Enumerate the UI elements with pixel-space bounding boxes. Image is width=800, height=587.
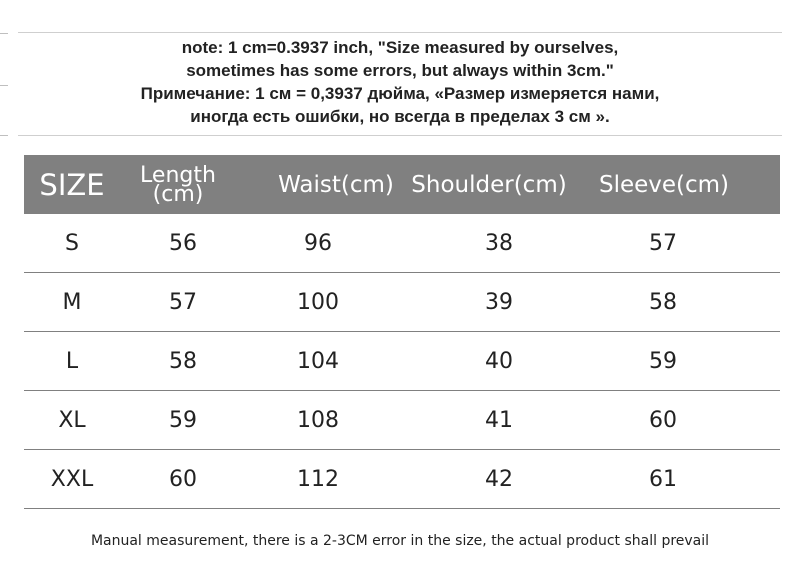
note-line-4: иногда есть ошибки, но всегда в пределах 3 см ». (190, 107, 610, 126)
cell-shoulder: 40 (485, 348, 513, 374)
cell-waist: 96 (304, 230, 332, 256)
header-length-label: Length (140, 162, 216, 188)
table-row (24, 450, 780, 509)
table-row (24, 214, 780, 273)
edge-divider (0, 135, 8, 136)
cell-shoulder: 41 (485, 407, 513, 433)
cell-length: 58 (169, 348, 197, 374)
cell-waist: 108 (297, 407, 339, 433)
footer-disclaimer: Manual measurement, there is a 2-3CM error in the size, the actual product shall prevail (90, 533, 710, 549)
header-shoulder: Shoulder(cm) (411, 171, 567, 198)
cell-length: 60 (169, 466, 197, 492)
edge-divider (0, 85, 8, 86)
cell-waist: 112 (297, 466, 339, 492)
cell-size: S (65, 230, 79, 256)
cell-sleeve: 58 (649, 289, 677, 315)
header-waist: Waist(cm) (278, 171, 394, 198)
edge-divider (0, 33, 8, 34)
header-sleeve: Sleeve(cm) (598, 171, 730, 198)
cell-shoulder: 39 (485, 289, 513, 315)
cell-length: 59 (169, 407, 197, 433)
header-size: SIZE (39, 167, 105, 202)
cell-size: L (65, 348, 79, 374)
cell-length: 56 (169, 230, 197, 256)
cell-length: 57 (169, 289, 197, 315)
cell-sleeve: 59 (649, 348, 677, 374)
header-length-unit: (cm) (152, 181, 204, 207)
note-line-1: note: 1 cm=0.3937 inch, "Size measured by ourselves, (181, 38, 619, 57)
size-chart-table (24, 155, 780, 509)
cell-sleeve: 57 (649, 230, 677, 256)
cell-waist: 104 (297, 348, 339, 374)
cell-size: XL (58, 407, 86, 433)
cell-sleeve: 61 (649, 466, 677, 492)
header-length (134, 155, 222, 214)
cell-shoulder: 38 (485, 230, 513, 256)
table-header (24, 155, 780, 214)
cell-shoulder: 42 (485, 466, 513, 492)
table-row (24, 332, 780, 391)
note-line-2: sometimes has some errors, but always within 3cm." (186, 61, 614, 80)
cell-sleeve: 60 (649, 407, 677, 433)
table-row (24, 273, 780, 332)
cell-size: M (62, 289, 82, 315)
measurement-note (18, 32, 782, 136)
cell-waist: 100 (297, 289, 339, 315)
table-row (24, 391, 780, 450)
note-line-3: Примечание: 1 см = 0,3937 дюйма, «Размер измеряется нами, (140, 84, 660, 103)
cell-size: XXL (50, 466, 94, 492)
